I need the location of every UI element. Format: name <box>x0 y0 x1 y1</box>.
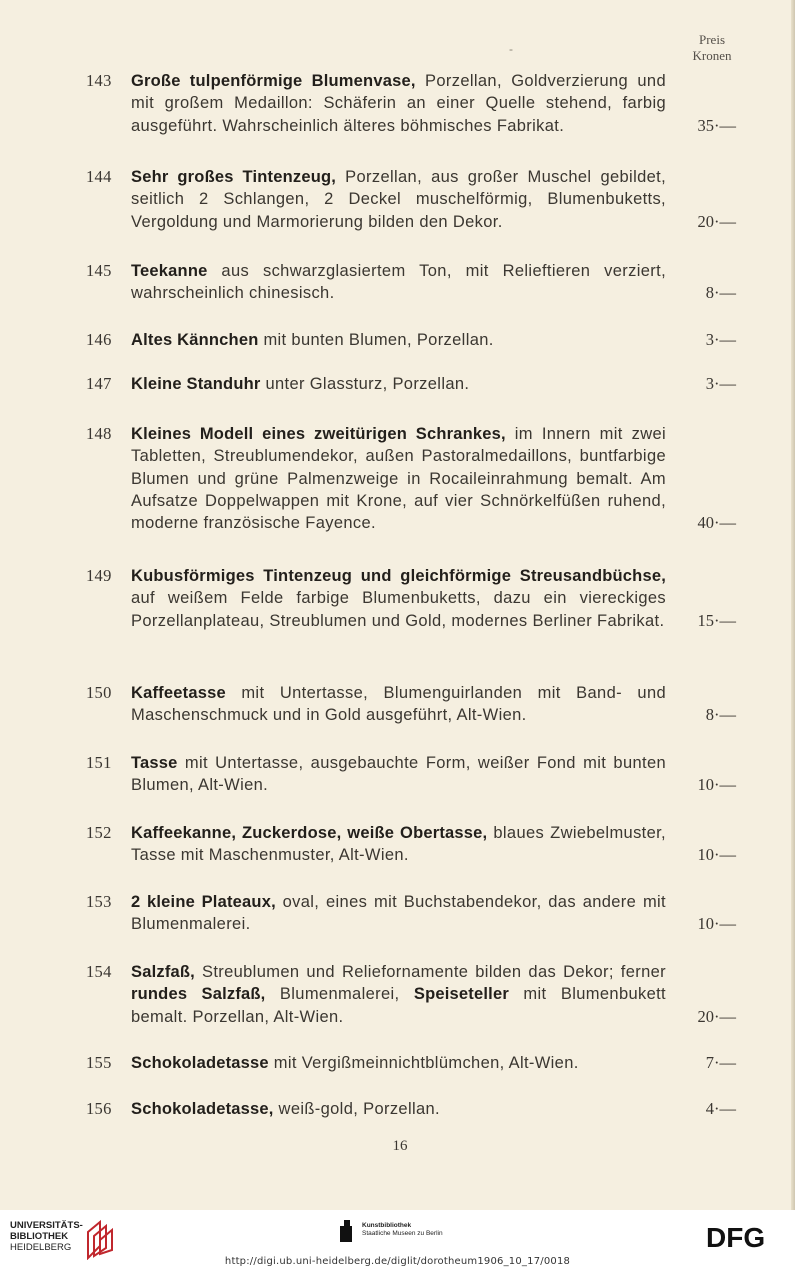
currency-label: Kronen <box>692 48 732 63</box>
source-url[interactable]: http://digi.ub.uni-heidelberg.de/diglit/dorotheum1906_10_17/0018 <box>224 1256 571 1267</box>
ub-line-2: BIBLIOTHEK <box>10 1231 69 1242</box>
lot-price: 40·— <box>697 513 736 533</box>
catalog-entry <box>86 891 736 936</box>
lot-title: Große tulpenförmige Blumenvase, <box>131 72 416 90</box>
lot-price: 4·— <box>705 1099 736 1118</box>
lot-title: Kaffeetasse <box>131 684 226 702</box>
catalog-entry <box>86 565 736 632</box>
lot-number: 143 <box>86 71 112 90</box>
lot-number: 155 <box>86 1053 112 1072</box>
lot-text: mit Untertasse, Blumenguirlanden mit Band- und Maschenschmuck und in Gold ausgeführt, Alt-Wien. <box>131 684 666 725</box>
lot-title: Tasse <box>131 754 178 772</box>
lot-number: 154 <box>86 962 112 981</box>
lot-price: 35·— <box>697 115 736 135</box>
lot-text: auf weißem Felde farbige Blumenbuketts, dazu ein viereckiges Porzellanplateau, Streublumen und Gold, modernes Berliner Fabrikat. <box>131 589 666 630</box>
lot-text: oval, eines mit Buchstabendekor, das andere mit Blumenmalerei. <box>131 893 666 934</box>
lot-number: 145 <box>86 261 112 280</box>
lot-description <box>131 891 666 936</box>
lot-price: 10·— <box>697 775 736 795</box>
catalog-entry <box>86 682 736 727</box>
lot-text: im Innern mit zwei Tabletten, Streublumendekor, außen Pastoralmedaillons, buntfarbige Blumen und grüne Palmenzweige in Rocaileinrahmung bemalt. Am Aufsatze Doppelwappen mit Krone, auf vier Schnörkelfüßen ruhend, moderne französische Fayence. <box>131 425 666 533</box>
kunstbibliothek-logo[interactable] <box>340 1220 490 1250</box>
lot-price: 7·— <box>705 1053 736 1072</box>
lot-description <box>131 423 666 534</box>
lot-description <box>131 682 666 727</box>
catalog-entry <box>86 822 736 867</box>
lot-subtitle: Speiseteller <box>413 985 509 1004</box>
lot-number: 146 <box>86 330 112 349</box>
lot-description <box>131 822 666 867</box>
lot-price: 3·— <box>705 330 736 349</box>
lot-number: 156 <box>86 1099 112 1118</box>
lot-text: mit Vergißmeinnichtblümchen, Alt-Wien. <box>273 1054 579 1072</box>
lot-title: Kleine Standuhr <box>131 375 261 393</box>
lot-title: Altes Kännchen <box>131 331 259 349</box>
lot-text: Porzellan, aus großer Muschel gebildet, seitlich 2 Schlangen, 2 Deckel muschelförmig, Blumenbuketts, Vergoldung und Marmorierung bilden den Dekor. <box>131 168 667 231</box>
lot-text: blaues Zwiebelmuster, Tasse mit Maschenmuster, Alt-Wien. <box>131 824 666 865</box>
footer-bar <box>0 1210 795 1271</box>
lot-text: aus schwarzglasiertem Ton, mit Relieftieren verziert, wahrscheinlich chinesisch. <box>131 262 667 303</box>
header-dash: - <box>509 42 513 56</box>
lot-price: 20·— <box>697 211 736 231</box>
lot-text: mit bunten Blumen, Porzellan. <box>263 331 494 349</box>
lot-number: 152 <box>86 823 112 842</box>
lot-description <box>131 373 666 395</box>
lot-number: 150 <box>86 683 112 702</box>
catalog-entry <box>86 752 736 797</box>
lot-number: 149 <box>86 566 112 585</box>
kb-title: Kunstbibliothek <box>362 1222 412 1229</box>
lot-number: 147 <box>86 374 112 393</box>
lot-number: 148 <box>86 424 112 443</box>
lot-text: weiß-gold, Porzellan. <box>278 1100 440 1118</box>
lot-title: Kubusförmiges Tintenzeug und gleichförmige Streusandbüchse, <box>131 567 666 585</box>
ub-line-1: UNIVERSITÄTS- <box>10 1220 83 1231</box>
lot-title: Kleines Modell eines zweitürigen Schrankes, <box>131 425 506 443</box>
lot-price: 10·— <box>697 914 736 934</box>
lot-price: 15·— <box>697 610 736 630</box>
catalog-entry <box>86 70 736 137</box>
lot-price: 8·— <box>705 283 736 303</box>
lot-price: 8·— <box>705 705 736 725</box>
lot-description <box>131 166 666 233</box>
catalog-entry <box>86 1098 736 1120</box>
university-library-name <box>10 1220 83 1253</box>
lot-title: Teekanne <box>131 262 208 280</box>
kunstbibliothek-mark-icon <box>340 1220 358 1242</box>
catalog-entry <box>86 329 736 351</box>
lot-title: Schokoladetasse, <box>131 1100 274 1118</box>
catalog-entry <box>86 1052 736 1074</box>
lot-description <box>131 329 666 351</box>
lot-subtitle: rundes Salzfaß, <box>131 985 266 1004</box>
lot-title: Salzfaß, <box>131 963 195 981</box>
lot-number: 151 <box>86 753 112 772</box>
price-column-header <box>672 32 752 64</box>
lot-title: Sehr großes Tintenzeug, <box>131 168 337 186</box>
dfg-logo-text: DFG <box>706 1224 766 1250</box>
lot-description <box>131 1052 666 1074</box>
kb-subtitle: Staatliche Museen zu Berlin <box>362 1230 443 1237</box>
lot-description <box>131 961 666 1028</box>
page-number: 16 <box>392 1138 408 1154</box>
catalog-entry <box>86 423 736 534</box>
lot-text: mit Blumenbukett bemalt. Porzellan, Alt-Wien. <box>131 985 666 1026</box>
dfg-logo-icon[interactable] <box>706 1224 784 1250</box>
catalog-entry <box>86 961 736 1028</box>
ub-line-3: HEIDELBERG <box>10 1242 72 1253</box>
lot-text: Streublumen und Reliefornamente bilden das Dekor; ferner <box>201 963 666 981</box>
lot-title: Kaffeekanne, Zuckerdose, weiße Obertasse, <box>131 824 488 842</box>
lot-price: 20·— <box>697 1006 736 1026</box>
lot-text: unter Glassturz, Porzellan. <box>265 375 470 393</box>
lot-title: Schokoladetasse <box>131 1054 269 1072</box>
kunstbibliothek-text <box>362 1222 443 1238</box>
lot-description <box>131 1098 666 1120</box>
lot-title: 2 kleine Plateaux, <box>131 893 276 911</box>
lot-number: 144 <box>86 167 112 186</box>
lot-number: 153 <box>86 892 112 911</box>
lot-text: Blumenmalerei, <box>279 985 400 1004</box>
ub-mark-icon <box>84 1218 118 1260</box>
lot-description <box>131 70 666 137</box>
catalog-entry <box>86 260 736 305</box>
catalog-entry <box>86 166 736 233</box>
page-edge <box>791 0 795 1210</box>
catalog-entry <box>86 373 736 395</box>
lot-description <box>131 260 666 305</box>
price-label: Preis <box>699 32 725 47</box>
lot-price: 10·— <box>697 845 736 865</box>
lot-price: 3·— <box>705 374 736 393</box>
lot-description <box>131 752 666 797</box>
lot-description <box>131 565 666 632</box>
lot-text: Porzellan, Goldverzierung und mit großem Medaillon: Schäferin an einer Quelle stehend, farbig ausgeführt. Wahrscheinlich älteres böhmisches Fabrikat. <box>131 72 666 135</box>
lot-text: mit Untertasse, ausgebauchte Form, weißer Fond mit bunten Blumen, Alt-Wien. <box>131 754 666 795</box>
